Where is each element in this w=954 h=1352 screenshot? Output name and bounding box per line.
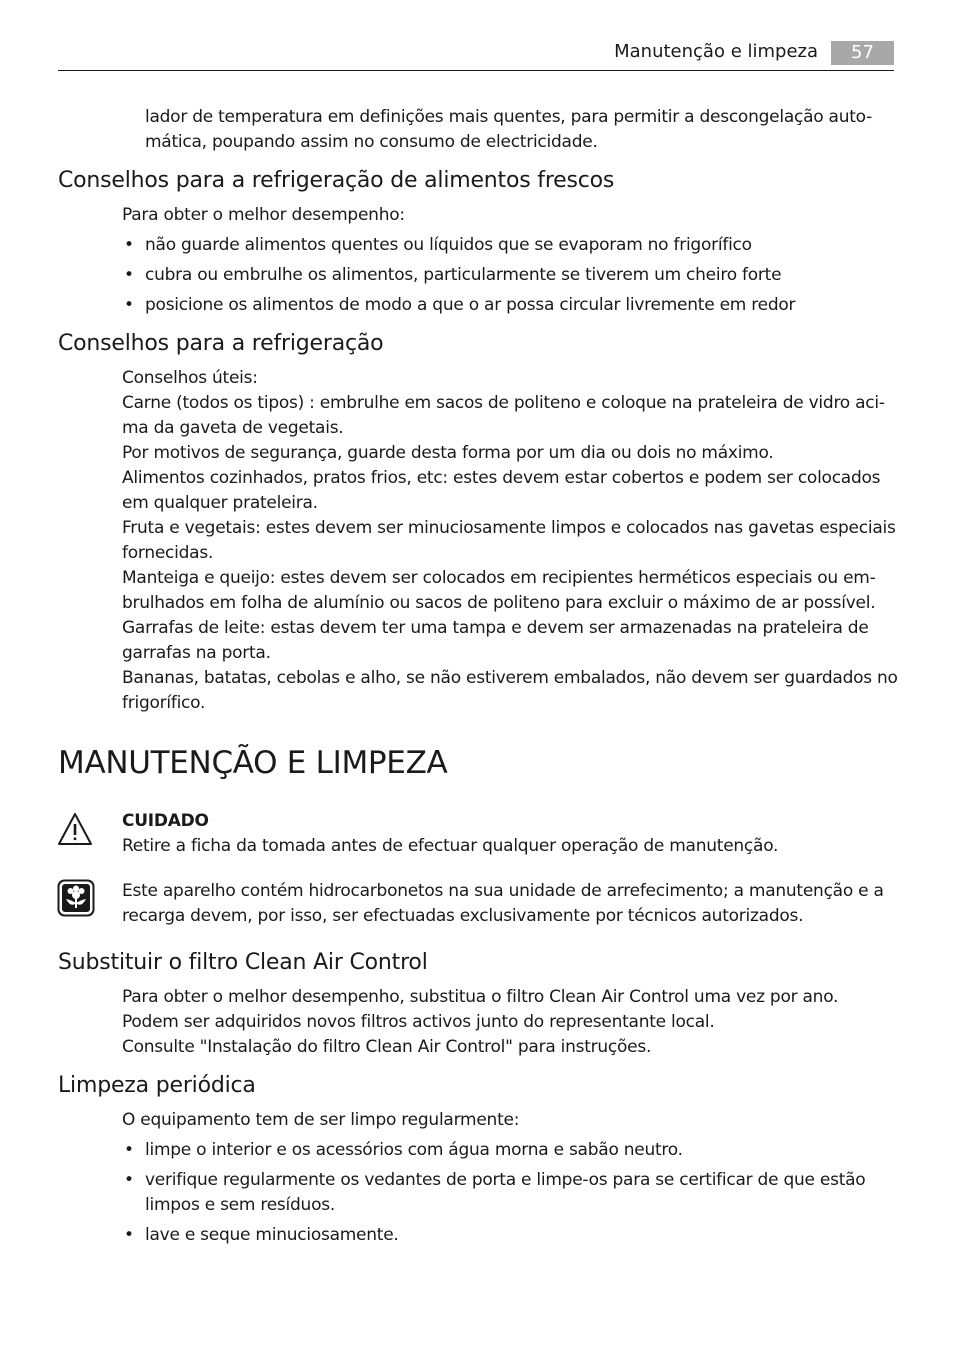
intro-line: mática, poupando assim no consumo de electricidade.: [145, 132, 598, 152]
tip-line: Por motivos de segurança, guarde desta forma por um dia ou dois no máximo.: [122, 443, 774, 463]
tip-line: Carne (todos os tipos) : embrulhe em sacos de politeno e coloque na prateleira de vidro aci-: [122, 393, 885, 413]
filter-line: Para obter o melhor desempenho, substitua o filtro Clean Air Control uma vez por ano.: [122, 987, 839, 1007]
header-divider: [58, 70, 894, 71]
list-item: • posicione os alimentos de modo a que o ar possa circular livremente em redor: [124, 295, 796, 315]
list-item-text: cubra ou embrulhe os alimentos, particularmente se tiverem um cheiro forte: [145, 265, 782, 285]
fresh-food-lead: Para obter o melhor desempenho:: [122, 205, 405, 225]
page-number-badge: 57: [831, 41, 894, 65]
environment-flower-icon: [57, 879, 95, 917]
list-item: • não guarde alimentos quentes ou líquidos que se evaporam no frigorífico: [124, 235, 752, 255]
caution-label: CUIDADO: [122, 811, 209, 831]
tip-line: Garrafas de leite: estas devem ter uma tampa e devem ser armazenadas na prateleira de: [122, 618, 869, 638]
tip-line: fornecidas.: [122, 543, 214, 563]
caution-text: Retire a ficha da tomada antes de efectuar qualquer operação de manutenção.: [122, 836, 779, 856]
caution-block: [122, 809, 902, 859]
tip-line: Fruta e vegetais: estes devem ser minuciosamente limpos e colocados nas gavetas especiais: [122, 518, 896, 538]
environment-block: [122, 879, 902, 929]
tip-line: Manteiga e queijo: estes devem ser colocados em recipientes herméticos especiais ou em-: [122, 568, 876, 588]
filter-paragraph: [122, 985, 902, 1060]
intro-paragraph: [145, 105, 905, 155]
list-item-text: limpe o interior e os acessórios com água morna e sabão neutro.: [145, 1140, 683, 1160]
tip-line: ma da gaveta de vegetais.: [122, 418, 344, 438]
environment-line: recarga devem, por isso, ser efectuadas exclusivamente por técnicos autorizados.: [122, 906, 804, 926]
list-item: • cubra ou embrulhe os alimentos, particularmente se tiverem um cheiro forte: [124, 265, 782, 285]
cleaning-lead: O equipamento tem de ser limpo regularmente:: [122, 1110, 520, 1130]
list-item: • limpe o interior e os acessórios com água morna e sabão neutro.: [124, 1140, 683, 1160]
filter-line: Consulte "Instalação do filtro Clean Air Control" para instruções.: [122, 1037, 652, 1057]
intro-line: lador de temperatura em definições mais quentes, para permitir a descongelação auto-: [145, 107, 873, 127]
refrigeration-tips: [122, 366, 902, 716]
list-item: • verifique regularmente os vedantes de porta e limpe-os para se certificar de que estão limpos e sem resíduos.: [124, 1170, 866, 1215]
tip-line: frigorífico.: [122, 693, 206, 713]
tip-line: em qualquer prateleira.: [122, 493, 318, 513]
environment-line: Este aparelho contém hidrocarbonetos na sua unidade de arrefecimento; a manutenção e a: [122, 881, 884, 901]
tip-line: Alimentos cozinhados, pratos frios, etc: estes devem estar cobertos e podem ser colocados: [122, 468, 881, 488]
fresh-food-list: [122, 233, 902, 323]
list-item-text: posicione os alimentos de modo a que o ar possa circular livremente em redor: [145, 295, 796, 315]
list-item-text: lave e seque minuciosamente.: [145, 1225, 399, 1245]
tip-line: brulhados em folha de alumínio ou sacos de politeno para excluir o máximo de ar possível.: [122, 593, 876, 613]
section-title: MANUTENÇÃO E LIMPEZA: [58, 745, 448, 781]
tip-line: garrafas na porta.: [122, 643, 271, 663]
list-item-text: verifique regularmente os vedantes de porta e limpe-os para se certificar de que estão limpos e sem resíduos.: [145, 1170, 866, 1215]
filter-heading: Substituir o filtro Clean Air Control: [58, 950, 428, 975]
refrigeration-heading: Conselhos para a refrigeração: [58, 331, 384, 356]
tip-line: Bananas, batatas, cebolas e alho, se não estiverem embalados, não devem ser guardados no: [122, 668, 898, 688]
fresh-food-heading: Conselhos para a refrigeração de alimentos frescos: [58, 168, 615, 193]
tip-line: Conselhos úteis:: [122, 368, 258, 388]
cleaning-list: [122, 1138, 882, 1253]
filter-line: Podem ser adquiridos novos filtros activos junto do representante local.: [122, 1012, 715, 1032]
cleaning-heading: Limpeza periódica: [58, 1073, 256, 1098]
running-header-title: Manutenção e limpeza: [614, 41, 818, 62]
warning-triangle-icon: [57, 811, 93, 847]
list-item: • lave e seque minuciosamente.: [124, 1225, 399, 1245]
list-item-text: não guarde alimentos quentes ou líquidos que se evaporam no frigorífico: [145, 235, 752, 255]
